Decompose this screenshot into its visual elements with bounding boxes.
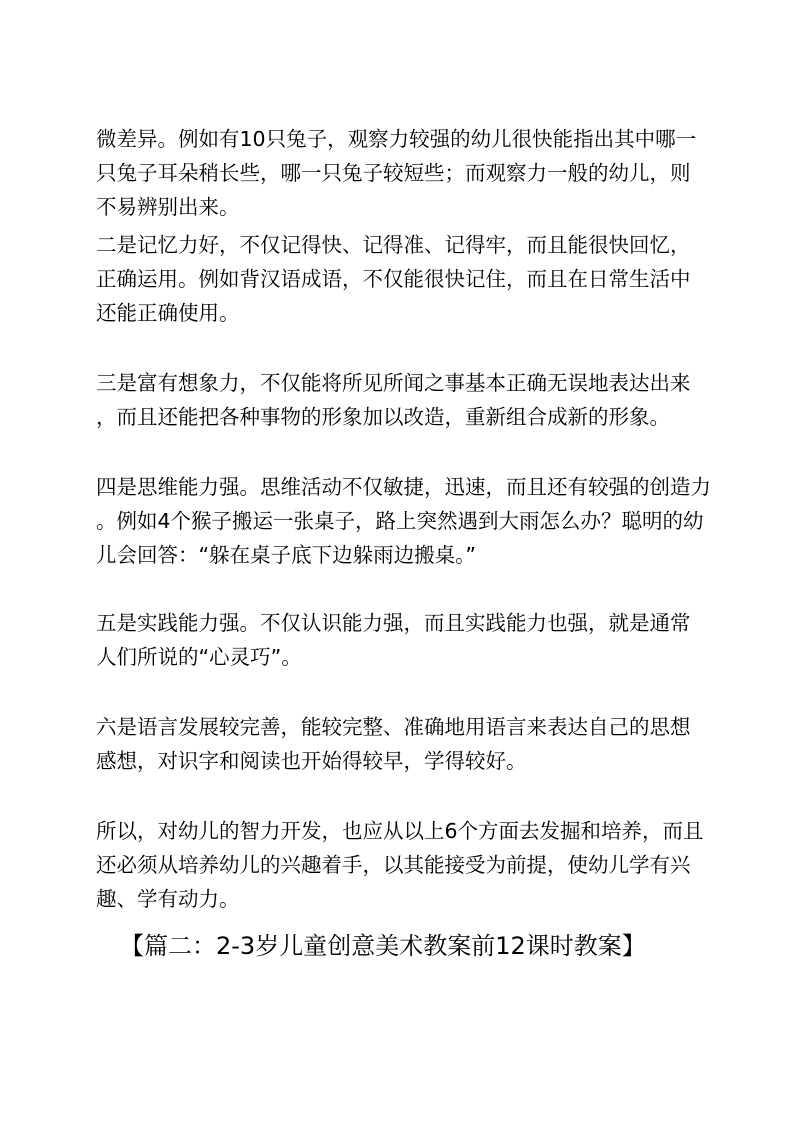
text-line: 正确运用。例如背汉语成语，不仅能很快记住，而且在日常生活中 (96, 267, 691, 291)
text-line: 六是语言发展较完善，能较完整、准确地用语言来表达自己的思想 (96, 715, 691, 739)
text-line: 只兔子耳朵稍长些，哪一只兔子较短些；而观察力一般的幼儿，则 (96, 161, 691, 185)
paragraph-language (96, 710, 716, 778)
text-line: 。例如4个猴子搬运一张桌子，路上突然遇到大雨怎么办？聪明的幼 (96, 509, 704, 533)
text-line: 趣、学有动力。 (96, 887, 240, 911)
text-line: 人们所说的“心灵巧”。 (96, 645, 302, 669)
text-line: 二是记忆力好，不仅记得快、记得准、记得牢，而且能很快回忆， (96, 233, 691, 257)
paragraph-imagination (96, 366, 716, 434)
section-heading: 【篇二：2-3岁儿童创意美术教案前12课时教案】 (120, 932, 646, 960)
text-line: 还能正确使用。 (96, 301, 240, 325)
text-line: 五是实践能力强。不仅认识能力强，而且实践能力也强，就是通常 (96, 611, 691, 635)
text-line: 微差异。例如有10只兔子，观察力较强的幼儿很快能指出其中哪一 (96, 127, 697, 151)
text-line: ，而且还能把各种事物的形象加以改造，重新组合成新的形象。 (96, 405, 670, 429)
paragraph-conclusion (96, 814, 716, 916)
text-line: 所以，对幼儿的智力开发，也应从以上6个方面去发掘和培养，而且 (96, 819, 704, 843)
paragraph-thinking (96, 470, 716, 572)
text-line: 三是富有想象力，不仅能将所见所闻之事基本正确无误地表达出来 (96, 371, 691, 395)
text-line: 儿会回答：“躲在桌子底下边躲雨边搬桌。” (96, 543, 476, 567)
text-line: 四是思维能力强。思维活动不仅敏捷，迅速，而且还有较强的创造力 (96, 475, 711, 499)
paragraph-memory (96, 228, 716, 330)
paragraph-intro-continuation (96, 122, 716, 224)
text-line: 还必须从培养幼儿的兴趣着手，以其能接受为前提，使幼儿学有兴 (96, 853, 691, 877)
text-line: 感想，对识字和阅读也开始得较早，学得较好。 (96, 749, 527, 773)
text-line: 不易辨别出来。 (96, 195, 240, 219)
paragraph-practice (96, 606, 716, 674)
